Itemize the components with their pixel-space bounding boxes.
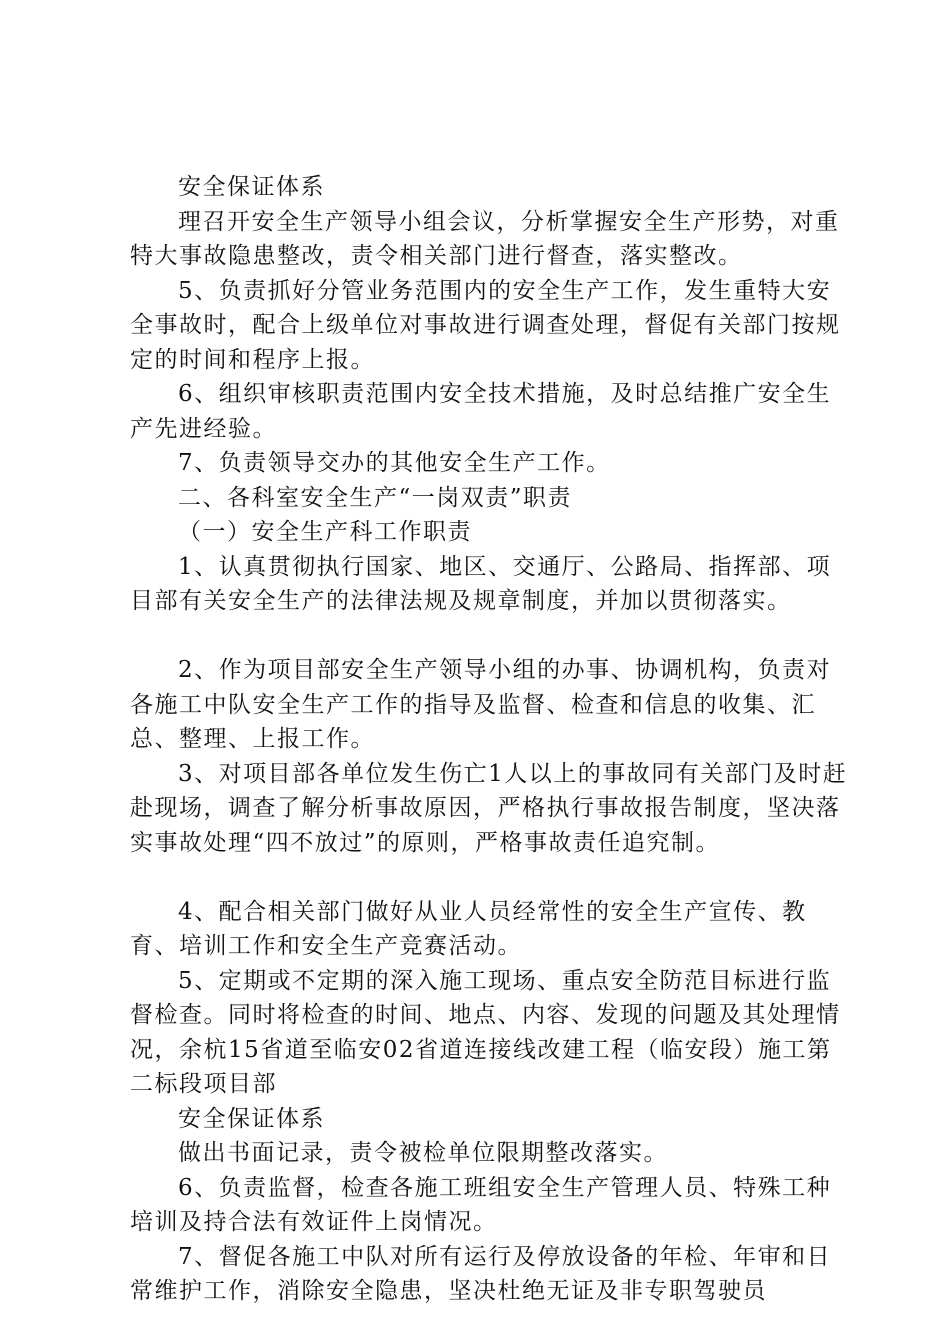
subsection-heading: （一）安全生产科工作职责 bbox=[178, 519, 472, 545]
paragraph: 7、督促各施工中队对所有运行及停放设备的年检、年审和日常维护工作，消除安全隐患，坚决杜绝无证及非专职驾驶员 bbox=[130, 1243, 832, 1304]
paragraph: 做出书面记录，责令被检单位限期整改落实。 bbox=[178, 1140, 668, 1166]
paragraph: 5、定期或不定期的深入施工现场、重点安全防范目标进行监督检查。同时将检查的时间、地点、内容、发现的问题及其处理情况，余杭15省道至临安02省道连接线改建工程（临安段）施工第二标段项目部 bbox=[130, 967, 841, 1097]
paragraph: 4、配合相关部门做好从业人员经常性的安全生产宣传、教育、培训工作和安全生产竞赛活动。 bbox=[130, 898, 807, 959]
paragraph: 5、负责抓好分管业务范围内的安全生产工作，发生重特大安全事故时，配合上级单位对事故进行调查处理，督促有关部门按规定的时间和程序上报。 bbox=[130, 277, 841, 373]
document-body bbox=[130, 170, 850, 1309]
paragraph: 7、负责领导交办的其他安全生产工作。 bbox=[178, 450, 611, 476]
paragraph: 3、对项目部各单位发生伤亡1人以上的事故同有关部门及时赶赴现场，调查了解分析事故原因，严格执行事故报告制度，坚决落实事故处理“四不放过”的原则，严格事故责任追究制。 bbox=[130, 760, 848, 856]
paragraph-header-2: 安全保证体系 bbox=[178, 1105, 325, 1132]
section-heading: 二、各科室安全生产“一岗双责”职责 bbox=[178, 484, 573, 511]
paragraph: 6、负责监督，检查各施工班组安全生产管理人员、特殊工种培训及持合法有效证件上岗情况。 bbox=[130, 1174, 832, 1235]
paragraph: 2、作为项目部安全生产领导小组的办事、协调机构，负责对各施工中队安全生产工作的指导及监督、检查和信息的收集、汇总、整理、上报工作。 bbox=[130, 657, 832, 752]
paragraph: 1、认真贯彻执行国家、地区、交通厅、公路局、指挥部、项目部有关安全生产的法律法规及规章制度，并加以贯彻落实。 bbox=[130, 553, 832, 614]
paragraph-header-1: 安全保证体系 bbox=[178, 174, 325, 200]
paragraph: 理召开安全生产领导小组会议，分析掌握安全生产形势，对重特大事故隐患整改，责令相关部门进行督查，落实整改。 bbox=[130, 208, 840, 269]
paragraph: 6、组织审核职责范围内安全技术措施，及时总结推广安全生产先进经验。 bbox=[130, 381, 832, 442]
